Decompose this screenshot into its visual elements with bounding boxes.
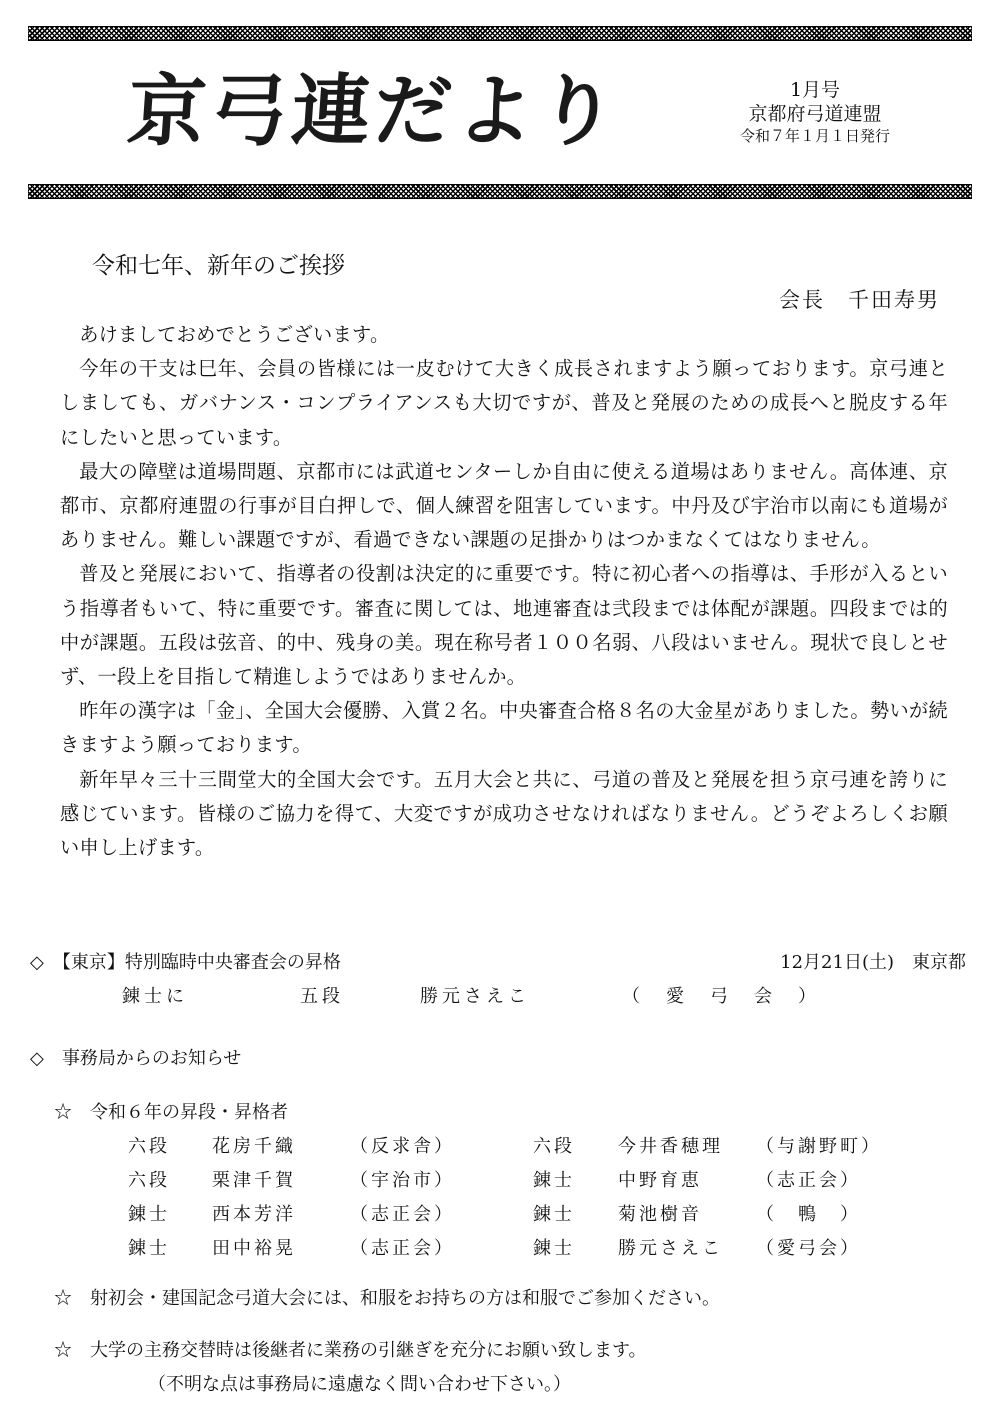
list-item [128,1128,888,1162]
member-name: 今井香穂理 [618,1136,723,1157]
notice-heading: ◇ 事務局からのお知らせ [30,1048,242,1069]
member-name: 栗津千賀 [212,1170,296,1191]
publish-date: 令和７年１月１日発行 [739,127,890,145]
promotion-list [128,1128,888,1264]
greeting-title: 令和七年、新年のご挨拶 [92,253,345,279]
issue-info [700,78,930,146]
member-club: （志正会） [756,1170,861,1191]
issue-month: 1月号 [789,79,841,101]
list-item [128,1162,888,1196]
member-club: （愛弓会） [756,1238,861,1259]
promotion-rank: 錬士に [122,986,188,1007]
member-name: 菊池樹音 [618,1204,702,1225]
list-item [128,1196,888,1230]
greeting-paragraph: 普及と発展において、指導者の役割は決定的に重要です。特に初心者への指導は、手形が入るという指導者もいて、特に重要です。審査に関しては、地連審査は弐段までは体配が課題。四段までは的中が課題。五段は弦音、的中、残身の美。現在称号者１００名弱、八段はいません。現状で良しとせず、一段上を目指して精進しようではありませんか。 [60,562,948,689]
member-name: 中野育恵 [618,1170,702,1191]
greeting-author: 会長 千田寿男 [779,288,940,312]
member-name: 勝元さえこ [618,1238,723,1259]
promotion-dan: 五段 [300,986,344,1007]
masthead-title: 京弓連だより [124,67,624,157]
member-club: （志正会） [350,1204,455,1225]
list-item [128,1230,888,1264]
greeting-paragraph: 今年の干支は巳年、会員の皆様には一皮むけて大きく成長されますよう願っております。京弓連としましても、ガバナンス・コンプライアンスも大切ですが、普及と発展のための成長へと脱皮する年にしたいと思っています。 [60,357,948,449]
member-club: （志正会） [350,1238,455,1259]
member-club: （反求舎） [350,1136,455,1157]
promotion-heading: ◇ 【東京】特別臨時中央審査会の昇格 [30,952,341,973]
greeting-paragraph: 最大の障壁は道場問題、京都市には武道センターしか自由に使える道場はありません。高体連、京都市、京都府連盟の行事が目白押しで、個人練習を阻害しています。中丹及び宇治市以南にも道場がありません。難しい課題ですが、看過できない課題の足掛かりはつかまなくてはなりません。 [60,459,948,552]
rank-label: 錬士 [533,1170,575,1191]
promotion-club: （ 愛 弓 会 ） [622,986,820,1007]
rank-label: 六段 [128,1170,170,1191]
greeting-paragraph: 昨年の漢字は「金」、全国大会優勝、入賞２名。中央審査合格８名の大金星がありました。勢いが続きますよう願っております。 [60,699,948,757]
rank-label: 錬士 [533,1238,575,1259]
notice-university-note: （不明な点は事務局に遠慮なく問い合わせ下さい。） [148,1374,571,1395]
organization-name: 京都府弓道連盟 [748,103,882,125]
rank-label: 六段 [533,1136,575,1157]
promotion-date: 12月21日(土) 東京都 [780,952,966,973]
rank-label: 錬士 [128,1204,170,1225]
greeting-paragraph: 新年早々三十三間堂大的全国大会です。五月大会と共に、弓道の普及と発展を担う京弓連を誇りに感じています。皆様のご協力を得て、大変ですが成功させなければなりません。どうぞよろしくお願い申し上げます。 [60,767,948,860]
member-name: 西本芳洋 [212,1204,296,1225]
header-border-bottom [28,184,972,199]
rank-label: 錬士 [533,1204,575,1225]
greeting-body [60,318,948,865]
member-name: 田中裕晃 [212,1238,296,1259]
notice-university: ☆ 大学の主務交替時は後継者に業務の引継ぎを充分にお願い致します。 [54,1340,647,1361]
member-club: （与謝野町） [756,1136,882,1157]
notice-kimono: ☆ 射初会・建国記念弓道大会には、和服をお持ちの方は和服でご参加ください。 [54,1288,720,1309]
member-club: （宇治市） [350,1170,455,1191]
member-name: 花房千織 [212,1136,296,1157]
rank-label: 錬士 [128,1238,170,1259]
member-club: （ 鴨 ） [756,1204,861,1225]
greeting-paragraph: あけましておめでとうございます。 [79,323,390,346]
promotion-list-heading: ☆ 令和６年の昇段・昇格者 [54,1102,288,1123]
header-border-top [28,26,972,41]
rank-label: 六段 [128,1136,170,1157]
promotion-name: 勝元さえこ [420,986,530,1007]
